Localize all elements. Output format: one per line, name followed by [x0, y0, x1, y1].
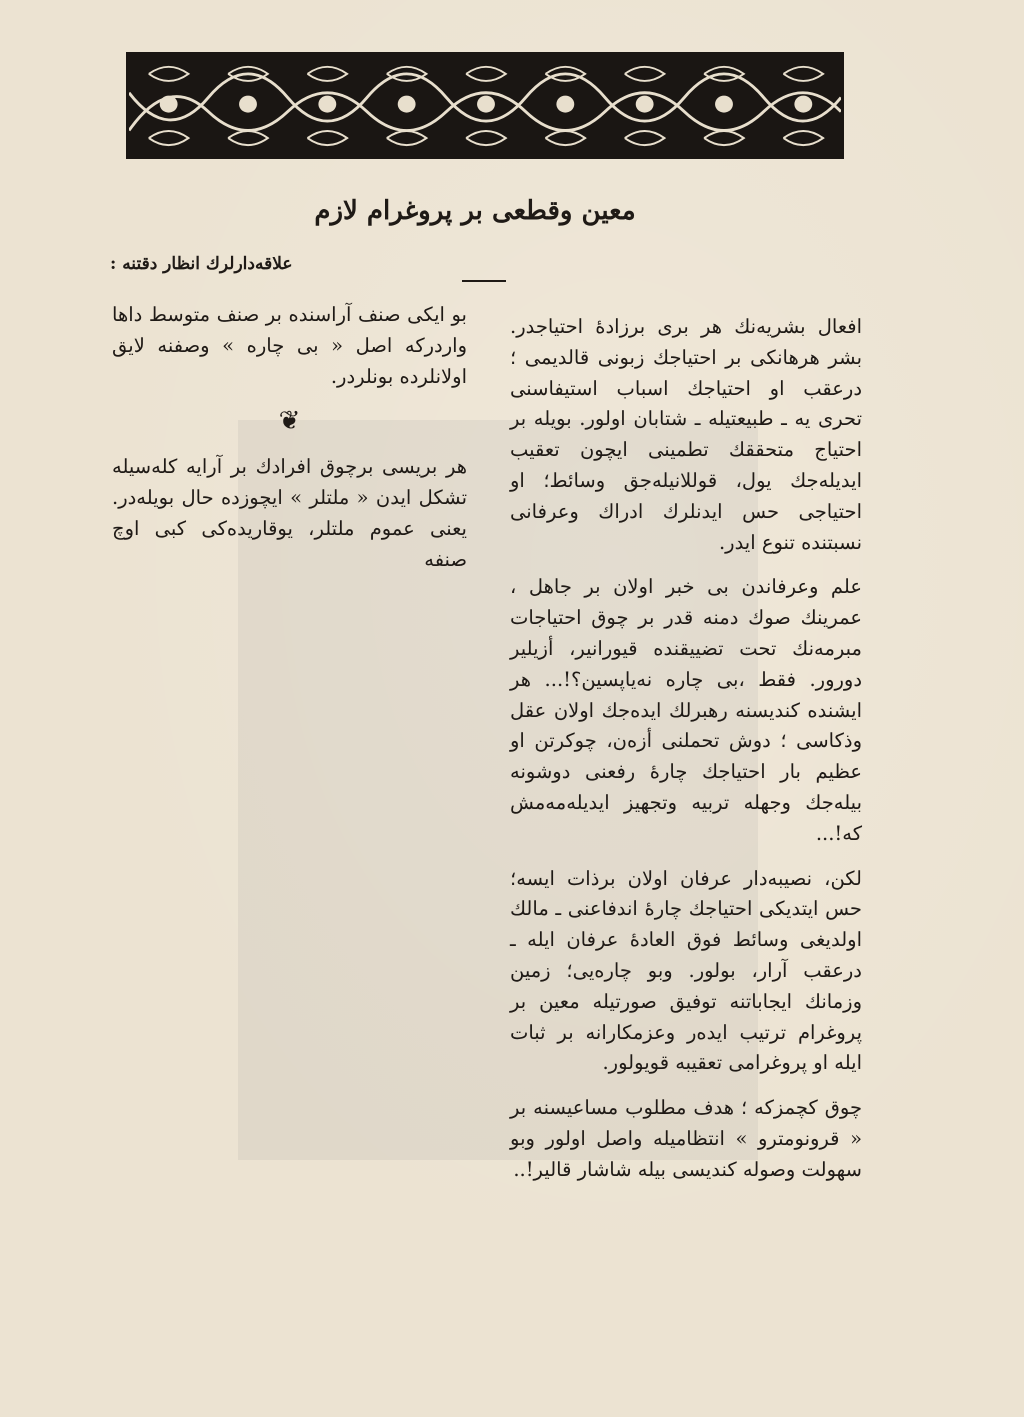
left-column — [112, 300, 467, 590]
arabesque-ornament-icon — [129, 55, 841, 156]
title-divider — [462, 280, 506, 282]
ornamental-header-banner — [126, 52, 844, 159]
paragraph: هر بریسی برچوق افرادك بر آرایە کلەسیلە تشکل ایدن « ملتلر » ایچوزدە حال بویلەدر. یعنی عموم ملتلر، یوقاریدەکی کبی اوچ صنفە — [112, 455, 467, 571]
paragraph: بو ایکی صنف آراسندە بر صنف متوسط داها واردرکە اصل « بی چارە » وصفنە لایق اولانلردە بونلردر. — [112, 303, 467, 388]
paragraph: علم وعرفاندن بی خبر اولان بر جاهل ، عمرینك صوك دمنە قدر بر چوق احتیاجات مبرمەنك تحت تضییقندە قیورانیر، أزیلیر دورور. فقط ،بی چارە نەیاپسین؟!... هر ایشندە کندیسنە رهبرلك ایدەجك اولان عقل وذکاسی ؛ دوش تحملنی أزەن، چوکرتن او عظیم بار احتیاجك چارهٔ رفعنی دوشونە بیلەجك وجهلە تربیە وتجهیز ایدیلەمەمش کە!... — [510, 575, 862, 845]
paragraph: افعال بشریەنك هر بری برزادهٔ احتیاجدر. بشر هرهانکی بر احتیاجك زبونی قالدیمی ؛ درعقب او احتیاجك اسباب استیفاسنی تحری یە ـ طبیعتیلە ـ شتابان اولور. بویلە بر احتیاج متحققك تطمینی ایچون تعقیب ایدیلەجك یول، قوللانیلەجق وسائط؛ او احتیاجی حس ایدنلرك ادراك وعرفانی نسبتندە تنوع ایدر. — [510, 315, 862, 554]
right-column — [510, 312, 862, 1200]
leaf-ornament-icon: ❦ — [278, 406, 301, 437]
attention-note: علاقەدارلرك انظار دقتنە : — [110, 254, 293, 274]
article-headline: معین وقطعی بر پروغرام لازم — [314, 196, 636, 226]
paragraph: چوق کچمزکە ؛ هدف مطلوب مساعیسنە بر « قرونومترو » انتظامیلە واصل اولور وبو سهولت وصولە کندیسی بیلە شاشار قالیر!.. — [510, 1096, 862, 1181]
paragraph: لکن، نصیبەدار عرفان اولان برذات ایسە؛ حس ایتدیکی احتیاجك چارهٔ اندفاعنی ـ مالك اولدیغی وسائط فوق العادهٔ عرفان ایلە ـ درعقب آرار، بولور. وبو چارەیی؛ زمین وزمانك ایجاباتنە توفیق صورتیلە معین بر پروغرام ترتیب ایدەر وعزمکارانە بر ثبات ایلە او پروغرامی تعقیبە قویولور. — [510, 866, 862, 1075]
